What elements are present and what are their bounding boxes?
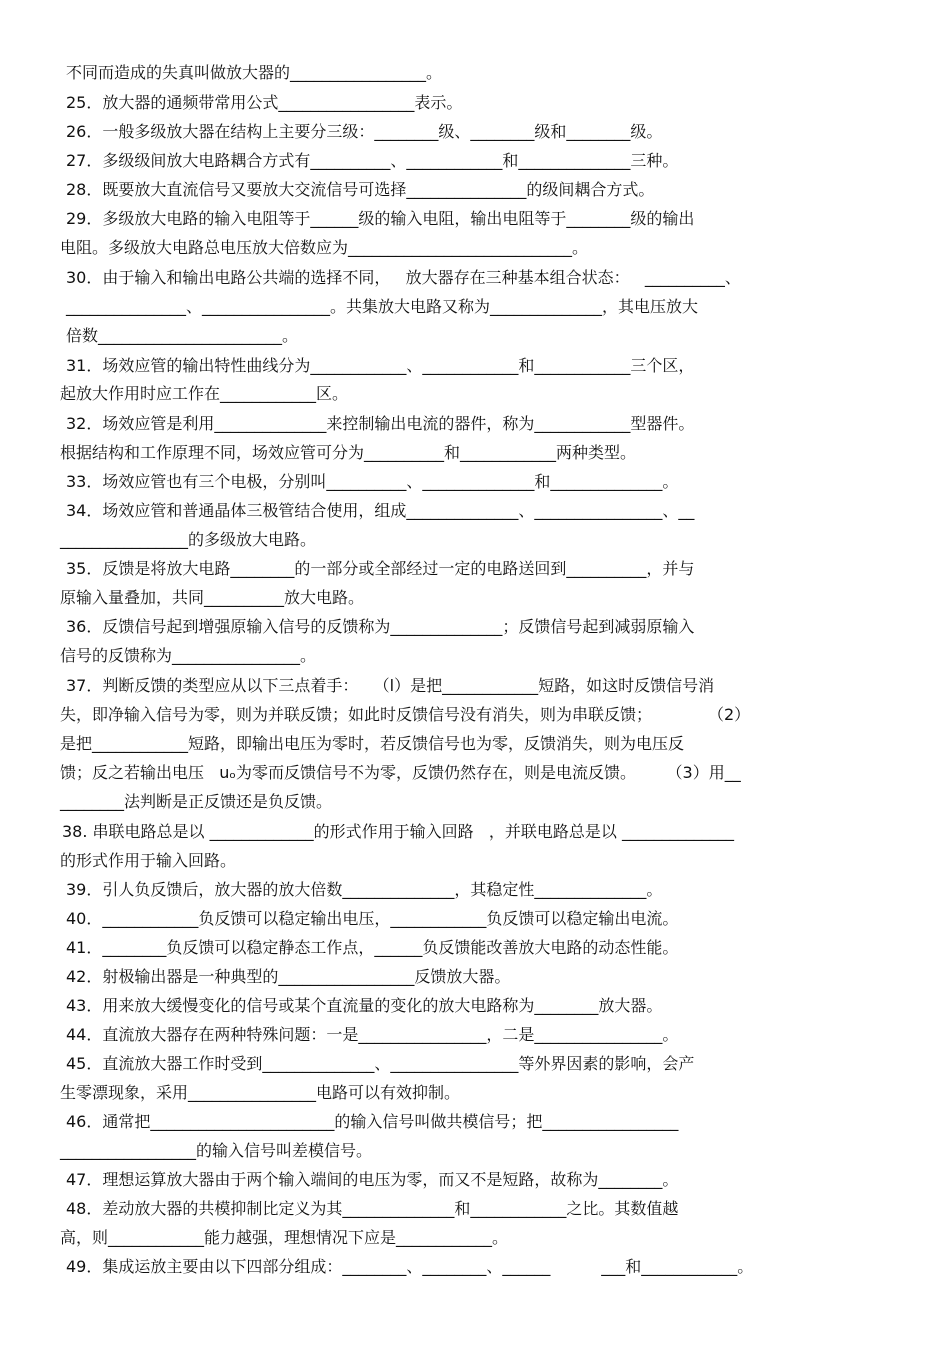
- text-line: 是把____________短路，即输出电压为零时，若反馈信号也为零，反馈消失，则为电压反: [60, 734, 685, 753]
- text-line: 失，即净输入信号为零，则为并联反馈；如此时反馈信号没有消失，则为串联反馈； （2）: [60, 705, 751, 724]
- text-line: 33．场效应管也有三个电极，分别叫__________、______________和______________。: [66, 472, 679, 491]
- text-line: 根据结构和工作原理不同，场效应管可分为__________和____________两种类型。: [60, 443, 637, 462]
- text-line: 28．既要放大直流信号又要放大交流信号可选择_______________的级间耦合方式。: [66, 180, 655, 199]
- text-line: 不同而造成的失真叫做放大器的_________________。: [66, 63, 443, 82]
- text-line: ________法判断是正反馈还是负反馈。: [60, 792, 333, 811]
- text-line: 47．理想运算放大器由于两个输入端间的电压为零，而又不是短路，故称为________。: [66, 1170, 679, 1189]
- text-line: 34．场效应管和普通晶体三极管结合使用，组成______________、________________、__: [66, 501, 695, 520]
- text-line: 49．集成运放主要由以下四部分组成：________、________、______ ___和____________。: [66, 1257, 754, 1276]
- text-line: 的形式作用于输入回路。: [60, 851, 237, 870]
- text-line: 37．判断反馈的类型应从以下三点着手： （l）是把____________短路，如这时反馈信号消: [66, 676, 715, 695]
- text-line: 44．直流放大器存在两种特殊问题：一是________________，二是________________。: [66, 1025, 679, 1044]
- text-line: 46．通常把_______________________的输入信号叫做共模信号；把_________________: [66, 1112, 679, 1131]
- text-line: 45．直流放大器工作时受到______________、________________等外界因素的影响，会产: [66, 1054, 695, 1073]
- text-line: 41．________负反馈可以稳定静态工作点，______负反馈能改善放大电路的动态性能。: [66, 938, 679, 957]
- text-line: 信号的反馈称为________________。: [60, 646, 317, 665]
- text-line: 38. 串联电路总是以 _____________的形式作用于输入回路 ，并联电路总是以 ______________: [62, 822, 734, 841]
- text-line: 生零漂现象，采用________________电路可以有效抑制。: [60, 1083, 461, 1102]
- text-line: 42．射极输出器是一种典型的_________________反馈放大器。: [66, 967, 511, 986]
- text-line: 倍数_______________________。: [66, 326, 299, 345]
- text-line: _________________的输入信号叫差模信号。: [60, 1141, 373, 1160]
- text-line: 原输入量叠加，共同__________放大电路。: [60, 588, 365, 607]
- text-line: 25．放大器的通频带常用公式_________________表示。: [66, 93, 463, 112]
- text-line: 48．差动放大器的共模抑制比定义为其______________和____________之比。其数值越: [66, 1199, 679, 1218]
- text-line: 43．用来放大缓慢变化的信号或某个直流量的变化的放大电路称为________放大器。: [66, 996, 663, 1015]
- text-line: 31．场效应管的输出特性曲线分为____________、____________和____________三个区，: [66, 356, 695, 375]
- text-line: 36．反馈信号起到增强原输入信号的反馈称为______________；反馈信号起到减弱原输入: [66, 617, 695, 636]
- text-line: 26．一般多级放大器在结构上主要分三级：________级、________级和________级。: [66, 122, 663, 141]
- text-line: 35．反馈是将放大电路________的一部分或全部经过一定的电路送回到__________，并与: [66, 559, 695, 578]
- text-line: 高，则____________能力越强，理想情况下应是____________。: [60, 1228, 509, 1247]
- text-line: 起放大作用时应工作在____________区。: [60, 384, 349, 403]
- text-line: 39．引人负反馈后，放大器的放大倍数______________，其稳定性______________。: [66, 880, 663, 899]
- text-line: 馈；反之若输出电压 uₒ为零而反馈信号不为零，反馈仍然存在，则是电流反馈。 （3）用__: [60, 763, 741, 782]
- text-line: 30．由于输入和输出电路公共端的选择不同， 放大器存在三种基本组合状态： __________、: [66, 268, 741, 287]
- text-line: 40．____________负反馈可以稳定输出电压，____________负反馈可以稳定输出电流。: [66, 909, 679, 928]
- text-line: ________________的多级放大电路。: [60, 530, 317, 549]
- text-line: 29．多级放大电路的输入电阻等于______级的输入电阻，输出电阻等于________级的输出: [66, 209, 695, 228]
- text-line: 27．多级级间放大电路耦合方式有__________、____________和______________三种。: [66, 151, 679, 170]
- text-line: 电阻。多级放大电路总电压放大倍数应为____________________________。: [60, 238, 589, 257]
- text-line: 32．场效应管是利用______________来控制输出电流的器件，称为____________型器件。: [66, 414, 695, 433]
- text-line: _______________、________________。共集放大电路又称为______________，其电压放大: [66, 297, 699, 316]
